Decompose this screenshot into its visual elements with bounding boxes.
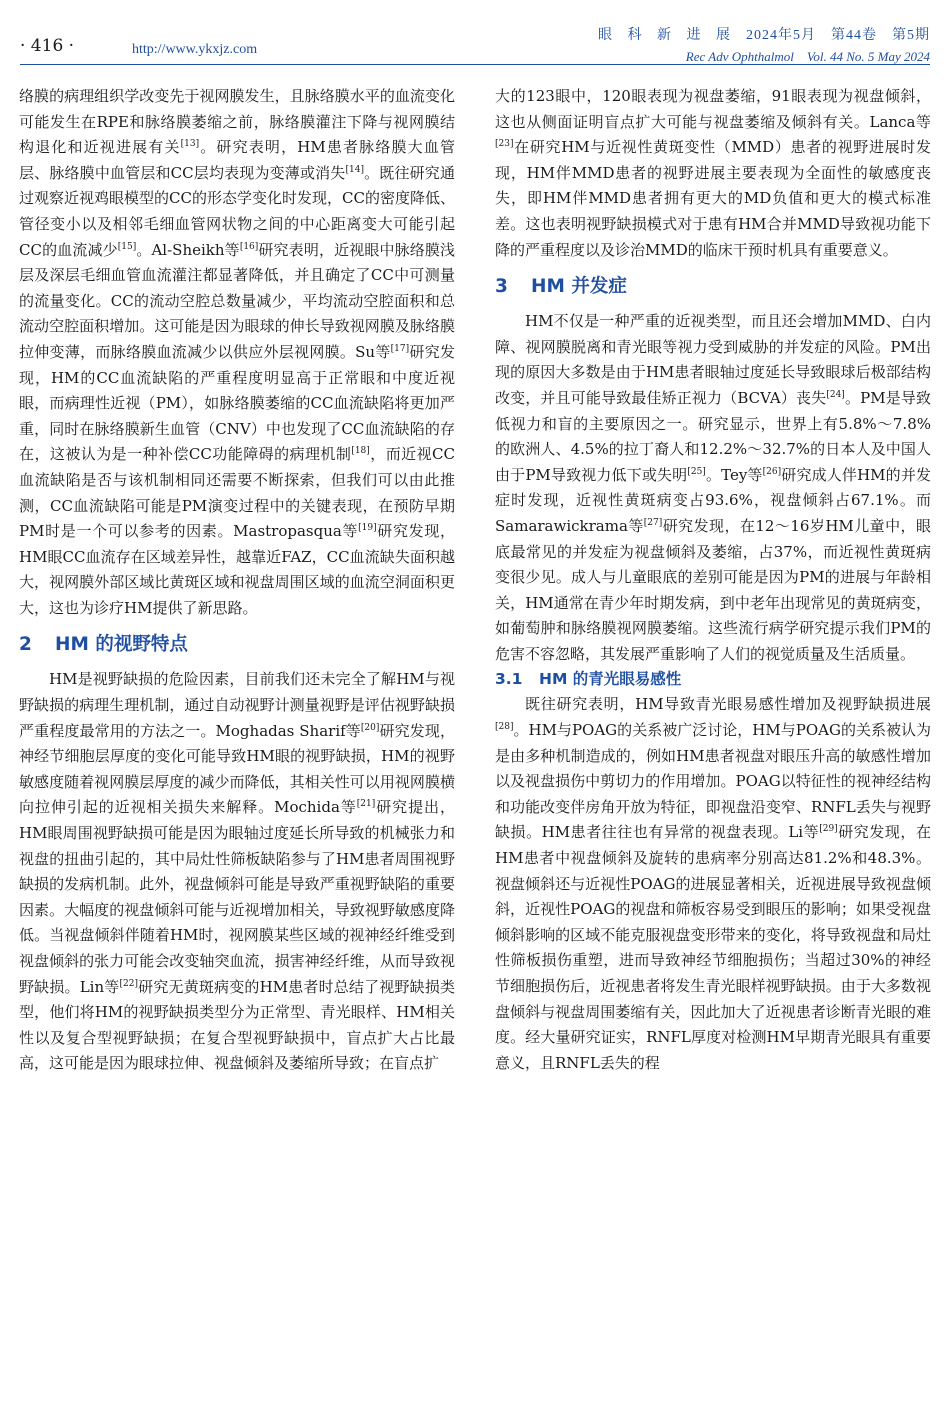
citation-ref[interactable]: [22] (119, 978, 138, 989)
text-run: 。PM是导致低视力和盲的主要原因之一。研究显示，世界上有5.8%～7.8%的欧洲人、4.5%的拉丁裔人和12.2%～32.7%的日本人及中国人由于PM导致视力低下或失明 (495, 388, 931, 484)
citation-ref[interactable]: [27] (643, 517, 663, 528)
text-run: ，而近视CC血流缺陷是否与该机制相同还需要不断探索，但我们可以由此推测，CC血流缺陷可能是PM演变过程中的关键表现，在预防早期PM时是一个可以参考的因素。Mastropasqua等 (19, 445, 455, 541)
text-run: 研究提出，HM眼周围视野缺损可能是因为眼轴过度延长所导致的机械张力和视盘的扭曲引起的，其中局灶性筛板缺陷参与了HM患者周围视野缺损的发病机制。此外，视盘倾斜可能是导致严重视野缺陷的重要因素。大幅度的视盘倾斜可能与近视增加相关，导致视野敏感度降低。当视盘倾斜伴随着HM时，视网膜某些区域的视神经纤维受到视盘倾斜的张力可能会改变轴突血流，损害神经纤维，从而导致视野缺损。Lin等 (19, 798, 455, 996)
text-run: 研究发现，在HM患者中视盘倾斜及旋转的患病率分别高达81.2%和48.3%。视盘倾斜还与近视性POAG的进展显著相关，近视进展导致视盘倾斜，近视性POAG的视盘和筛板容易受到眼压的影响；如果受视盘倾斜影响的区域不能克服视盘变形带来的变化，将导致视盘和局灶性筛板损伤重塑，进而导致神经节细胞损伤；当超过30%的神经节细胞损伤后，近视患者将发生青光眼样视野缺损。由于大多数视盘倾斜与视盘周围萎缩有关，因此加大了近视患者诊断青光眼的难度。经大量研究证实，RNFL厚度对检测HM早期青光眼具有重要意义，且RNFL丢失的程 (495, 823, 931, 1072)
page-number: · 416 · (20, 36, 75, 56)
text-run: 络膜的病理组织学改变先于视网膜发生，且脉络膜水平的血流变化可能发生在RPE和脉络膜萎缩之前，脉络膜灌注下降与视网膜结构退化和近视进展有关 (19, 87, 455, 157)
citation-ref[interactable]: [18] (351, 446, 370, 457)
text-run: HM不仅是一种严重的近视类型，而且还会增加MMD、白内障、视网膜脱离和青光眼等视力受到威胁的并发症的风险。PM出现的原因大多数是由于HM患者眼轴过度延长导致眼球后极部结构改变，并且可能导致最佳矫正视力（BCVA）丧失 (495, 312, 931, 407)
citation-ref[interactable]: [21] (356, 799, 376, 810)
text-run: 。HM与POAG的关系被广泛讨论，HM与POAG的关系被认为是由多种机制造成的，例如HM患者视盘对眼压升高的敏感性增加以及视盘损伤中剪切力的作用增加。POAG以特征性的视神经结构和功能改变伴房角开放为特征，即视盘沿变窄、RNFL丢失与视野缺损。HM患者往往也有异常的视盘表现。Li等 (495, 721, 931, 842)
left-column (19, 84, 455, 1077)
citation-ref[interactable]: [26] (762, 466, 782, 477)
text-run: 。Tey等 (705, 465, 763, 484)
text-run: 研究表明，近视眼中脉络膜浅层及深层毛细血管血流灌注都显著降低，并且确定了CC中可测量的流量变化。CC的流动空腔总数量减少，平均流动空腔面积和总流动空腔面积增加。这可能是因为眼球的伸长导致视网膜及脉络膜拉伸变薄，而脉络膜血流减少以供应外层视网膜。Su等 (19, 240, 455, 361)
text-run: 研究发现，神经节细胞层厚度的变化可能导致HM眼的视野缺损，HM的视野敏感度随着视网膜层厚度的减少而降低，其相关性可以用视网膜横向拉伸引起的近视相关损失来解释。Mochida等 (19, 721, 455, 817)
section-title: HM 并发症 (531, 276, 627, 298)
text-run: 研究发现，在12～16岁HM儿童中，眼底最常见的并发症为视盘倾斜及萎缩，占37%，而近视性黄斑病变很少见。成人与儿童眼底的差别可能是因为PM的进展与年龄相关，HM通常在青少年时期发病，到中老年出现常见的黄斑病变，如葡萄肿和脉络膜视网膜萎缩。这些流行病学研究提示我们PM的危害不容忽略，其发展严重影响了人们的视觉质量及生活质量。 (495, 516, 931, 663)
citation-ref[interactable]: [17] (390, 343, 410, 354)
subsection-title: HM 的青光眼易感性 (539, 670, 682, 689)
text-run: 研究发现，HM的CC血流缺陷的严重程度明显高于正常眼和中度近视眼，而病理性近视（PM），如脉络膜萎缩的CC血流缺陷将更加严重，同时在脉络膜新生血管（CNV）中也发现了CC血流缺陷的存在，这被认为是一种补偿CC功能障碍的病理机制 (19, 342, 455, 464)
section-heading (19, 631, 455, 659)
text-run: 大的123眼中，120眼表现为视盘萎缩，91眼表现为视盘倾斜，这也从侧面证明盲点扩大可能与视盘萎缩及倾斜有关。Lanca等 (495, 87, 931, 131)
citation-ref[interactable]: [20] (360, 722, 380, 733)
text-run: 。既往研究通过观察近视鸡眼模型的CC的形态学变化时发现，CC的密度降低、管径变小以及相邻毛细血管网状物之间的中心距离变大可能引起CC的血流减少 (19, 163, 455, 259)
right-column (495, 84, 931, 1076)
body-paragraph (495, 692, 931, 1076)
citation-ref[interactable]: [24] (826, 389, 845, 400)
body-paragraph (19, 84, 455, 621)
citation-ref[interactable]: [13] (180, 139, 200, 150)
header-rule (20, 64, 930, 65)
citation-ref[interactable]: [15] (117, 241, 137, 252)
text-run: 。Al-Sheikh等 (136, 240, 240, 259)
citation-ref[interactable]: [28] (495, 722, 514, 733)
citation-ref[interactable]: [29] (819, 824, 838, 835)
citation-ref[interactable]: [19] (358, 523, 377, 534)
journal-url-link[interactable]: http://www.ykxjz.com (132, 42, 258, 57)
section-title: HM 的视野特点 (55, 634, 188, 656)
text-run: 研究无黄斑病变的HM患者时总结了视野缺损类型，他们将HM的视野缺损类型分为正常型、青光眼样、HM相关性以及复合型视野缺损；在复合型视野缺损中，盲点扩大占比最高，这可能是因为眼球拉伸、视盘倾斜及萎缩所导致；在盲点扩 (19, 977, 455, 1073)
citation-ref[interactable]: [16] (239, 241, 259, 252)
body-paragraph (495, 84, 931, 263)
section-number: 2 (19, 634, 32, 656)
body-paragraph (19, 667, 455, 1077)
text-run: 研究发现，HM眼CC血流存在区域差异性，越靠近FAZ，CC血流缺失面积越大，视网膜外部区域比黄斑区域和视盘周围区域的血流空洞面积更大，这也为诊疗HM提供了新思路。 (19, 522, 455, 617)
citation-ref[interactable]: [23] (495, 139, 514, 150)
text-run: 在研究HM与近视性黄斑变性（MMD）患者的视野进展时发现，HM伴MMD患者的视野进展主要表现为全面性的敏感度丧失，即HM伴MMD患者拥有更大的MD负值和更大的模式标准差。这也表明视野缺损模式对于患有HM合并MMD导致视功能下降的严重程度以及诊治MMD的临床干预时机具有重要意义。 (495, 138, 931, 259)
subsection-heading (495, 667, 931, 692)
page-header (0, 0, 950, 70)
citation-ref[interactable]: [14] (345, 164, 364, 175)
citation-ref[interactable]: [25] (687, 466, 706, 477)
journal-title-en: Rec Adv Ophthalmol Vol. 44 No. 5 May 2024 (685, 49, 930, 64)
text-run: 研究成人伴HM的并发症时发现，近视性黄斑病变占93.6%，视盘倾斜占67.1%。而Samarawickrama等 (495, 465, 931, 535)
journal-info (598, 24, 930, 65)
subsection-number: 3.1 (495, 670, 523, 689)
section-heading (495, 273, 931, 301)
body-paragraph (495, 309, 931, 667)
text-run: HM是视野缺损的危险因素，目前我们还未完全了解HM与视野缺损的病理生理机制，通过自动视野计测量视野是评估视野缺损严重程度最常用的方法之一。Moghadas Sharif等 (19, 670, 455, 740)
text-run: 既往研究表明，HM导致青光眼易感性增加及视野缺损进展 (525, 695, 931, 714)
section-number: 3 (495, 276, 508, 298)
journal-title-cn: 眼 科 新 进 展 2024年5月 第44卷 第5期 (598, 28, 930, 43)
text-run: 。研究表明，HM患者脉络膜大血管层、脉络膜中血管层和CC层均表现为变薄或消失 (19, 138, 455, 182)
